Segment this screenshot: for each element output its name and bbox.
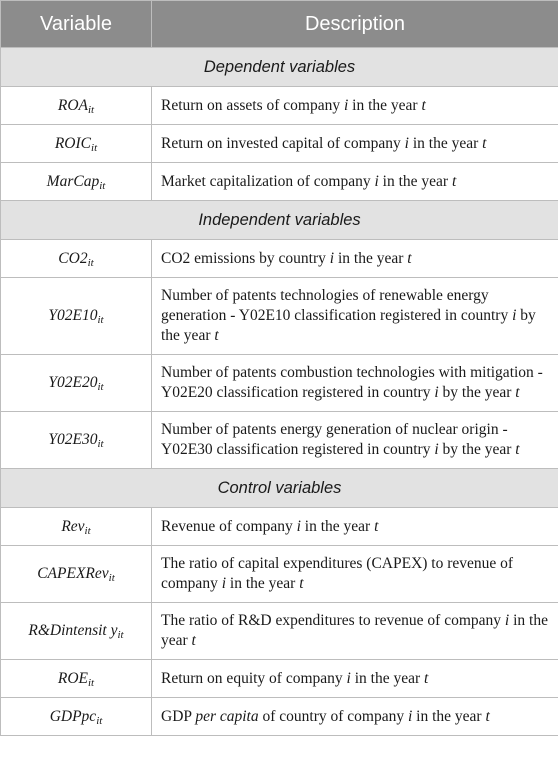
variable-name: GDPpc <box>49 707 97 725</box>
description-cell: Return on equity of company i in the year t <box>152 660 558 698</box>
variable-subscript: it <box>91 141 98 154</box>
variable-cell <box>1 603 152 660</box>
table-row <box>1 163 558 201</box>
table-row <box>1 240 558 278</box>
variable-subscript: it <box>97 438 104 450</box>
variable-name: ROIC <box>54 134 92 152</box>
variable-cell <box>1 508 152 546</box>
variable-subscript: it <box>97 381 104 393</box>
variable-cell <box>1 278 152 355</box>
description-cell: Number of patents technologies of renewable energy generation - Y02E10 classification registered in country i by the year t <box>152 278 558 355</box>
variable-cell <box>1 546 152 603</box>
description-cell: Return on assets of company i in the year t <box>152 87 558 125</box>
variable-cell <box>1 163 152 201</box>
description-cell: Return on invested capital of company i in the year t <box>152 125 558 163</box>
section-row-control <box>1 469 558 508</box>
variable-cell <box>1 698 152 736</box>
variable-subscript: it <box>108 572 115 584</box>
table-row <box>1 603 558 660</box>
variable-subscript: it <box>96 714 103 727</box>
variable-cell <box>1 660 152 698</box>
header-variable: Variable <box>1 1 152 48</box>
section-row-dependent <box>1 48 558 87</box>
description-cell: Revenue of company i in the year t <box>152 508 558 546</box>
variable-subscript: it <box>117 629 124 641</box>
variable-subscript: it <box>88 103 95 116</box>
table-row <box>1 660 558 698</box>
variable-cell <box>1 87 152 125</box>
variable-name: R&Dintensit y <box>28 622 118 639</box>
section-title: Independent variables <box>1 201 558 240</box>
table-row <box>1 278 558 355</box>
description-cell: Number of patents energy generation of nuclear origin - Y02E30 classification registered in country i by the year t <box>152 412 558 469</box>
description-cell: The ratio of R&D expenditures to revenue of company i in the year t <box>152 603 558 660</box>
description-cell: CO2 emissions by country i in the year t <box>152 240 558 278</box>
variable-name: Y02E30 <box>48 431 98 448</box>
variable-cell <box>1 355 152 412</box>
description-cell: GDP per capita of country of company i in the year t <box>152 698 558 736</box>
variable-name: ROE <box>57 669 88 687</box>
description-cell: Market capitalization of company i in the year t <box>152 163 558 201</box>
table-row <box>1 87 558 125</box>
variable-subscript: it <box>99 179 106 192</box>
variable-name: ROA <box>57 96 88 114</box>
variable-name: CO2 <box>58 249 88 267</box>
table-row <box>1 412 558 469</box>
table-row <box>1 355 558 412</box>
variable-subscript: it <box>97 314 104 326</box>
variable-subscript: it <box>87 256 94 269</box>
section-row-independent <box>1 201 558 240</box>
variable-name: MarCap <box>46 172 100 190</box>
variable-subscript: it <box>84 524 91 537</box>
description-cell: The ratio of capital expenditures (CAPEX) to revenue of company i in the year t <box>152 546 558 603</box>
variable-name: Y02E10 <box>48 307 98 324</box>
section-title: Dependent variables <box>1 48 558 87</box>
description-cell: Number of patents combustion technologies with mitigation - Y02E20 classification registered in country i by the year t <box>152 355 558 412</box>
variable-name: CAPEXRev <box>37 565 109 582</box>
table-row <box>1 698 558 736</box>
header-description: Description <box>152 1 558 48</box>
table-row <box>1 546 558 603</box>
table-row <box>1 508 558 546</box>
table-row <box>1 125 558 163</box>
variable-cell <box>1 125 152 163</box>
section-title: Control variables <box>1 469 558 508</box>
variable-cell <box>1 240 152 278</box>
variable-name: Rev <box>61 517 85 535</box>
variable-subscript: it <box>88 676 95 689</box>
variable-cell <box>1 412 152 469</box>
variable-name: Y02E20 <box>48 374 98 391</box>
header-row <box>1 1 558 48</box>
